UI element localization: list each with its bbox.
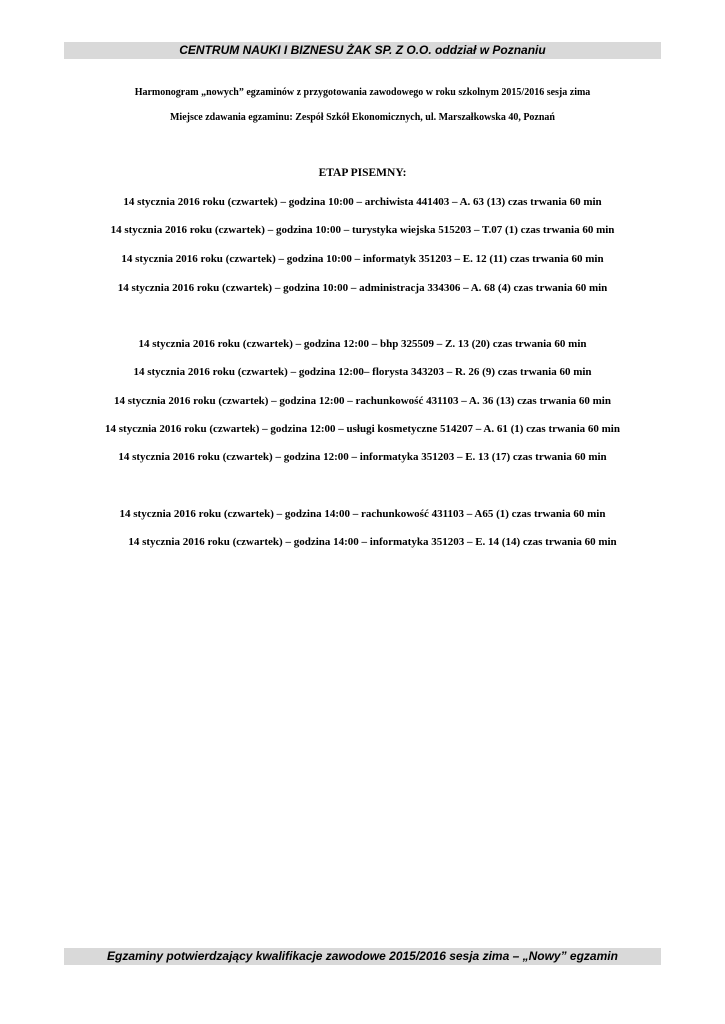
page-footer: Egzaminy potwierdzający kwalifikacje zawodowe 2015/2016 sesja zima – „Nowy” egzamin xyxy=(64,948,661,965)
schedule-title: Harmonogram „nowych” egzaminów z przygotowania zawodowego w roku szkolnym 2015/2016 sesja zima xyxy=(134,87,591,98)
exam-entry: 14 stycznia 2016 roku (czwartek) – godzina 12:00 – rachunkowość 431103 – A. 36 (13) czas trwania 60 min xyxy=(114,395,611,407)
exam-entry: 14 stycznia 2016 roku (czwartek) – godzina 10:00 – informatyk 351203 – E. 12 (11) czas trwania 60 min xyxy=(121,253,604,265)
exam-entry: 14 stycznia 2016 roku (czwartek) – godzina 12:00 – usługi kosmetyczne 514207 – A. 61 (1) czas trwania 60 min xyxy=(105,423,620,435)
exam-location: Miejsce zdawania egzaminu: Zespół Szkół Ekonomicznych, ul. Marszałkowska 40, Poznań xyxy=(169,112,555,123)
stage-heading: ETAP PISEMNY: xyxy=(318,167,407,179)
page-header: CENTRUM NAUKI I BIZNESU ŻAK SP. Z O.O. oddział w Poznaniu xyxy=(64,42,661,59)
exam-entry: 14 stycznia 2016 roku (czwartek) – godzina 10:00 – administracja 334306 – A. 68 (4) czas trwania 60 min xyxy=(117,282,608,294)
exam-entry: 14 stycznia 2016 roku (czwartek) – godzina 12:00 – informatyka 351203 – E. 13 (17) czas trwania 60 min xyxy=(118,451,607,463)
exam-entry: 14 stycznia 2016 roku (czwartek) – godzina 10:00 – archiwista 441403 – A. 63 (13) czas trwania 60 min xyxy=(123,196,602,208)
exam-entry: 14 stycznia 2016 roku (czwartek) – godzina 12:00– florysta 343203 – R. 26 (9) czas trwania 60 min xyxy=(133,366,592,378)
exam-entry: 14 stycznia 2016 roku (czwartek) – godzina 10:00 – turystyka wiejska 515203 – T.07 (1) czas trwania 60 min xyxy=(110,224,615,236)
exam-entry: 14 stycznia 2016 roku (czwartek) – godzina 14:00 – informatyka 351203 – E. 14 (14) czas trwania 60 min xyxy=(128,536,617,548)
exam-entry: 14 stycznia 2016 roku (czwartek) – godzina 14:00 – rachunkowość 431103 – A65 (1) czas trwania 60 min xyxy=(119,508,606,520)
exam-entry: 14 stycznia 2016 roku (czwartek) – godzina 12:00 – bhp 325509 – Z. 13 (20) czas trwania 60 min xyxy=(138,338,587,350)
